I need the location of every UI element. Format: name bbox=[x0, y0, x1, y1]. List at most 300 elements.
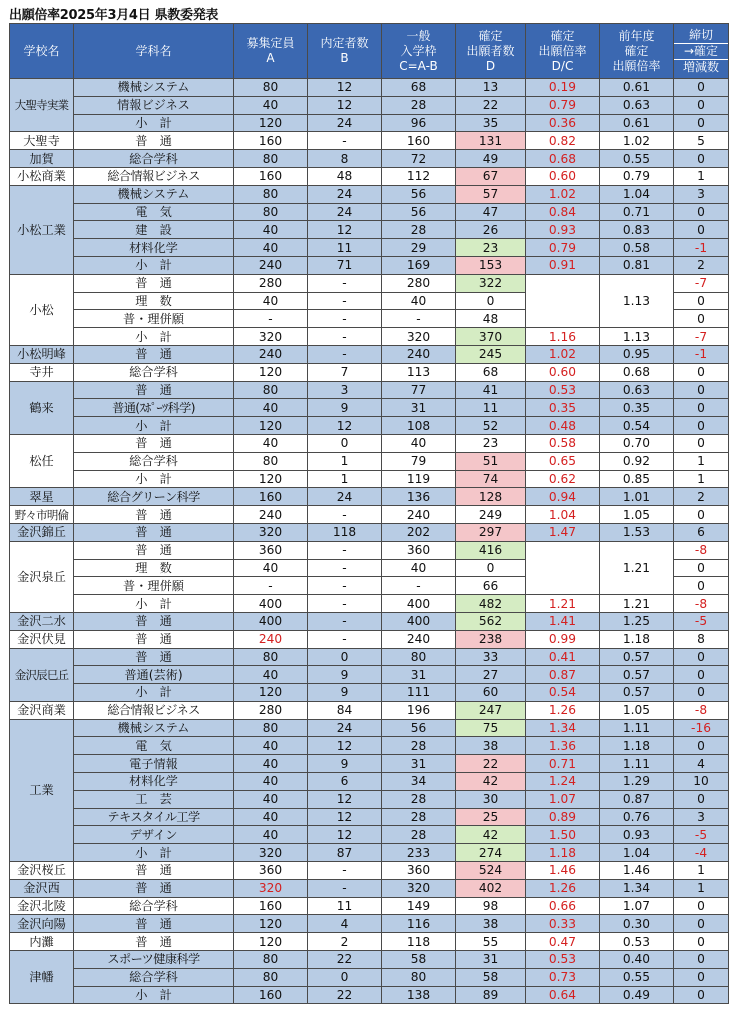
general-quota-cell: 56 bbox=[382, 185, 456, 203]
general-quota-cell: 360 bbox=[382, 541, 456, 559]
previous-ratio-cell: 1.05 bbox=[600, 506, 674, 524]
applicants-cell: 60 bbox=[456, 684, 526, 702]
general-quota-cell: 80 bbox=[382, 648, 456, 666]
ratio-cell: 0.65 bbox=[526, 452, 600, 470]
ratio-cell: 1.26 bbox=[526, 879, 600, 897]
applicants-cell: 67 bbox=[456, 167, 526, 185]
applicants-cell: 57 bbox=[456, 185, 526, 203]
department-cell: 機械システム bbox=[74, 719, 234, 737]
applicants-cell: 22 bbox=[456, 755, 526, 773]
capacity-cell: 80 bbox=[234, 381, 308, 399]
capacity-cell: 120 bbox=[234, 684, 308, 702]
header-previous-ratio: 前年度 確定 出願倍率 bbox=[600, 24, 674, 79]
department-cell: 普 通 bbox=[74, 274, 234, 292]
department-cell: 普 通 bbox=[74, 523, 234, 541]
general-quota-cell: 72 bbox=[382, 150, 456, 168]
admitted-cell: 71 bbox=[308, 256, 382, 274]
school-name-cell: 大聖寺実業 bbox=[10, 79, 74, 132]
ratio-cell: 1.26 bbox=[526, 701, 600, 719]
header-school: 学校名 bbox=[10, 24, 74, 79]
table-row bbox=[10, 986, 729, 1004]
change-cell: 0 bbox=[674, 310, 729, 328]
admitted-cell: 9 bbox=[308, 666, 382, 684]
department-cell: 建 設 bbox=[74, 221, 234, 239]
department-cell: 情報ビジネス bbox=[74, 96, 234, 114]
department-cell: 普 通 bbox=[74, 879, 234, 897]
previous-ratio-cell: 1.13 bbox=[600, 328, 674, 346]
header-ratio: 確定 出願倍率 D/C bbox=[526, 24, 600, 79]
applicants-cell: 128 bbox=[456, 488, 526, 506]
general-quota-cell: - bbox=[382, 577, 456, 595]
capacity-cell: 360 bbox=[234, 541, 308, 559]
general-quota-cell: 320 bbox=[382, 328, 456, 346]
change-cell: 0 bbox=[674, 221, 729, 239]
table-row bbox=[10, 470, 729, 488]
applicants-cell: 33 bbox=[456, 648, 526, 666]
general-quota-cell: 77 bbox=[382, 381, 456, 399]
ratio-cell: 0.53 bbox=[526, 381, 600, 399]
general-quota-cell: 202 bbox=[382, 523, 456, 541]
admitted-cell: - bbox=[308, 612, 382, 630]
change-cell: -5 bbox=[674, 612, 729, 630]
change-cell: 1 bbox=[674, 452, 729, 470]
applicants-cell: 23 bbox=[456, 434, 526, 452]
ratio-cell: 0.64 bbox=[526, 986, 600, 1004]
general-quota-cell: 320 bbox=[382, 879, 456, 897]
department-cell: 普 通 bbox=[74, 630, 234, 648]
department-cell: 総合学科 bbox=[74, 452, 234, 470]
previous-ratio-cell: 0.83 bbox=[600, 221, 674, 239]
applicants-cell: 245 bbox=[456, 345, 526, 363]
capacity-cell: 80 bbox=[234, 79, 308, 97]
capacity-cell: 320 bbox=[234, 844, 308, 862]
table-row bbox=[10, 933, 729, 951]
admitted-cell: 12 bbox=[308, 417, 382, 435]
previous-ratio-cell: 1.13 bbox=[600, 274, 674, 327]
general-quota-cell: 149 bbox=[382, 897, 456, 915]
admitted-cell: 12 bbox=[308, 737, 382, 755]
change-cell: 0 bbox=[674, 790, 729, 808]
general-quota-cell: 96 bbox=[382, 114, 456, 132]
capacity-cell: 80 bbox=[234, 951, 308, 969]
applicants-cell: 562 bbox=[456, 612, 526, 630]
department-cell: 普 通 bbox=[74, 345, 234, 363]
department-cell: 普 通 bbox=[74, 915, 234, 933]
table-row bbox=[10, 790, 729, 808]
department-cell: 普通(ｽﾎﾟｰﾂ科学) bbox=[74, 399, 234, 417]
admitted-cell: 12 bbox=[308, 96, 382, 114]
school-name-cell: 内灘 bbox=[10, 933, 74, 951]
capacity-cell: 280 bbox=[234, 274, 308, 292]
applicants-cell: 11 bbox=[456, 399, 526, 417]
table-row bbox=[10, 826, 729, 844]
school-name-cell: 松任 bbox=[10, 434, 74, 487]
admitted-cell: - bbox=[308, 328, 382, 346]
applicants-cell: 58 bbox=[456, 968, 526, 986]
table-row bbox=[10, 879, 729, 897]
ratio-cell: 0.68 bbox=[526, 150, 600, 168]
applicants-cell: 42 bbox=[456, 826, 526, 844]
general-quota-cell: 79 bbox=[382, 452, 456, 470]
table-row bbox=[10, 523, 729, 541]
capacity-cell: 360 bbox=[234, 862, 308, 880]
change-cell: 4 bbox=[674, 755, 729, 773]
table-row bbox=[10, 185, 729, 203]
capacity-cell: - bbox=[234, 577, 308, 595]
general-quota-cell: 233 bbox=[382, 844, 456, 862]
change-cell: -7 bbox=[674, 328, 729, 346]
applicants-cell: 249 bbox=[456, 506, 526, 524]
general-quota-cell: 31 bbox=[382, 399, 456, 417]
general-quota-cell: 34 bbox=[382, 773, 456, 791]
admitted-cell: 0 bbox=[308, 968, 382, 986]
capacity-cell: 40 bbox=[234, 292, 308, 310]
school-name-cell: 金沢西 bbox=[10, 879, 74, 897]
school-name-cell: 翠星 bbox=[10, 488, 74, 506]
applicants-cell: 26 bbox=[456, 221, 526, 239]
general-quota-cell: 108 bbox=[382, 417, 456, 435]
department-cell: 小 計 bbox=[74, 256, 234, 274]
previous-ratio-cell: 1.53 bbox=[600, 523, 674, 541]
general-quota-cell: 58 bbox=[382, 951, 456, 969]
applicants-cell: 66 bbox=[456, 577, 526, 595]
admitted-cell: 48 bbox=[308, 167, 382, 185]
change-cell: 2 bbox=[674, 256, 729, 274]
ratio-cell: 0.35 bbox=[526, 399, 600, 417]
general-quota-cell: 29 bbox=[382, 239, 456, 257]
table-row bbox=[10, 737, 729, 755]
capacity-cell: 120 bbox=[234, 114, 308, 132]
table-row bbox=[10, 595, 729, 613]
previous-ratio-cell: 0.85 bbox=[600, 470, 674, 488]
applicants-cell: 74 bbox=[456, 470, 526, 488]
applicants-cell: 247 bbox=[456, 701, 526, 719]
capacity-cell: 240 bbox=[234, 630, 308, 648]
admitted-cell: 4 bbox=[308, 915, 382, 933]
capacity-cell: 40 bbox=[234, 826, 308, 844]
previous-ratio-cell: 0.54 bbox=[600, 417, 674, 435]
table-row bbox=[10, 808, 729, 826]
table-row bbox=[10, 701, 729, 719]
applicants-cell: 47 bbox=[456, 203, 526, 221]
capacity-cell: 40 bbox=[234, 808, 308, 826]
previous-ratio-cell: 1.07 bbox=[600, 897, 674, 915]
previous-ratio-cell: 1.18 bbox=[600, 630, 674, 648]
admitted-cell: 12 bbox=[308, 221, 382, 239]
general-quota-cell: 111 bbox=[382, 684, 456, 702]
ratio-cell: 1.46 bbox=[526, 862, 600, 880]
applicants-cell: 49 bbox=[456, 150, 526, 168]
table-row bbox=[10, 648, 729, 666]
applicants-cell: 153 bbox=[456, 256, 526, 274]
capacity-cell: 280 bbox=[234, 701, 308, 719]
department-cell: デザイン bbox=[74, 826, 234, 844]
table-row bbox=[10, 328, 729, 346]
department-cell: 小 計 bbox=[74, 844, 234, 862]
change-cell: -1 bbox=[674, 239, 729, 257]
change-cell: -7 bbox=[674, 274, 729, 292]
general-quota-cell: 68 bbox=[382, 79, 456, 97]
capacity-cell: 400 bbox=[234, 595, 308, 613]
table-row bbox=[10, 399, 729, 417]
change-cell: 0 bbox=[674, 915, 729, 933]
table-row bbox=[10, 345, 729, 363]
general-quota-cell: 31 bbox=[382, 666, 456, 684]
ratio-cell: 0.19 bbox=[526, 79, 600, 97]
admitted-cell: 11 bbox=[308, 897, 382, 915]
table-body bbox=[10, 79, 729, 1004]
school-name-cell: 金沢泉丘 bbox=[10, 541, 74, 612]
previous-ratio-cell: 1.25 bbox=[600, 612, 674, 630]
header-change: 締切 →確定 増減数 bbox=[674, 24, 729, 79]
previous-ratio-cell: 0.63 bbox=[600, 381, 674, 399]
school-name-cell: 金沢北陵 bbox=[10, 897, 74, 915]
table-row bbox=[10, 684, 729, 702]
general-quota-cell: 28 bbox=[382, 790, 456, 808]
department-cell: テキスタイル工学 bbox=[74, 808, 234, 826]
general-quota-cell: 28 bbox=[382, 96, 456, 114]
table-row bbox=[10, 541, 729, 559]
change-cell: 0 bbox=[674, 986, 729, 1004]
general-quota-cell: 112 bbox=[382, 167, 456, 185]
admitted-cell: 22 bbox=[308, 986, 382, 1004]
table-row bbox=[10, 506, 729, 524]
previous-ratio-cell: 0.79 bbox=[600, 167, 674, 185]
department-cell: 普 通 bbox=[74, 862, 234, 880]
department-cell: 総合情報ビジネス bbox=[74, 167, 234, 185]
ratio-cell: 0.73 bbox=[526, 968, 600, 986]
capacity-cell: 160 bbox=[234, 986, 308, 1004]
change-cell: 3 bbox=[674, 185, 729, 203]
applicants-cell: 38 bbox=[456, 737, 526, 755]
admitted-cell: 24 bbox=[308, 185, 382, 203]
table-row bbox=[10, 612, 729, 630]
applicants-cell: 131 bbox=[456, 132, 526, 150]
previous-ratio-cell: 1.11 bbox=[600, 755, 674, 773]
admitted-cell: 24 bbox=[308, 203, 382, 221]
header-department: 学科名 bbox=[74, 24, 234, 79]
general-quota-cell: 28 bbox=[382, 737, 456, 755]
admitted-cell: 84 bbox=[308, 701, 382, 719]
change-cell: -8 bbox=[674, 541, 729, 559]
previous-ratio-cell: 0.93 bbox=[600, 826, 674, 844]
table-row bbox=[10, 488, 729, 506]
change-cell: -8 bbox=[674, 595, 729, 613]
ratio-cell: 1.36 bbox=[526, 737, 600, 755]
change-cell: 0 bbox=[674, 951, 729, 969]
applicants-cell: 370 bbox=[456, 328, 526, 346]
ratio-cell: 0.84 bbox=[526, 203, 600, 221]
admitted-cell: - bbox=[308, 577, 382, 595]
admitted-cell: 24 bbox=[308, 488, 382, 506]
table-row bbox=[10, 951, 729, 969]
capacity-cell: 160 bbox=[234, 132, 308, 150]
department-cell: 総合学科 bbox=[74, 363, 234, 381]
previous-ratio-cell: 0.55 bbox=[600, 150, 674, 168]
previous-ratio-cell: 0.71 bbox=[600, 203, 674, 221]
general-quota-cell: 240 bbox=[382, 506, 456, 524]
capacity-cell: 40 bbox=[234, 559, 308, 577]
previous-ratio-cell: 0.57 bbox=[600, 666, 674, 684]
previous-ratio-cell: 0.81 bbox=[600, 256, 674, 274]
table-row bbox=[10, 203, 729, 221]
change-cell: 3 bbox=[674, 808, 729, 826]
department-cell: 小 計 bbox=[74, 114, 234, 132]
change-cell: 0 bbox=[674, 203, 729, 221]
capacity-cell: 80 bbox=[234, 968, 308, 986]
table-row bbox=[10, 452, 729, 470]
capacity-cell: 40 bbox=[234, 737, 308, 755]
general-quota-cell: 80 bbox=[382, 968, 456, 986]
change-cell: 0 bbox=[674, 737, 729, 755]
previous-ratio-cell: 1.21 bbox=[600, 541, 674, 594]
department-cell: 理 数 bbox=[74, 559, 234, 577]
ratio-cell: 0.94 bbox=[526, 488, 600, 506]
capacity-cell: 40 bbox=[234, 790, 308, 808]
previous-ratio-cell: 0.57 bbox=[600, 684, 674, 702]
ratio-cell: 1.47 bbox=[526, 523, 600, 541]
applicants-cell: 0 bbox=[456, 559, 526, 577]
admitted-cell: - bbox=[308, 132, 382, 150]
department-cell: 総合学科 bbox=[74, 150, 234, 168]
applicants-cell: 482 bbox=[456, 595, 526, 613]
previous-ratio-cell: 1.18 bbox=[600, 737, 674, 755]
admitted-cell: - bbox=[308, 310, 382, 328]
department-cell: 普 通 bbox=[74, 612, 234, 630]
school-name-cell: 小松 bbox=[10, 274, 74, 345]
previous-ratio-cell: 1.02 bbox=[600, 132, 674, 150]
capacity-cell: 40 bbox=[234, 666, 308, 684]
school-name-cell: 鶴来 bbox=[10, 381, 74, 434]
ratio-cell: 0.53 bbox=[526, 951, 600, 969]
previous-ratio-cell: 1.46 bbox=[600, 862, 674, 880]
table-row bbox=[10, 417, 729, 435]
school-name-cell: 小松商業 bbox=[10, 167, 74, 185]
general-quota-cell: 56 bbox=[382, 719, 456, 737]
header-admitted: 内定者数 B bbox=[308, 24, 382, 79]
school-name-cell: 工業 bbox=[10, 719, 74, 861]
change-cell: 2 bbox=[674, 488, 729, 506]
previous-ratio-cell: 0.95 bbox=[600, 345, 674, 363]
general-quota-cell: 280 bbox=[382, 274, 456, 292]
ratio-cell: 0.82 bbox=[526, 132, 600, 150]
ratio-cell: 0.91 bbox=[526, 256, 600, 274]
previous-ratio-cell: 0.92 bbox=[600, 452, 674, 470]
general-quota-cell: 113 bbox=[382, 363, 456, 381]
ratio-cell: 0.33 bbox=[526, 915, 600, 933]
table-row bbox=[10, 132, 729, 150]
applicants-cell: 31 bbox=[456, 951, 526, 969]
general-quota-cell: 28 bbox=[382, 808, 456, 826]
applicants-cell: 524 bbox=[456, 862, 526, 880]
school-name-cell: 野々市明倫 bbox=[10, 506, 74, 524]
ratio-cell: 0.48 bbox=[526, 417, 600, 435]
capacity-cell: 320 bbox=[234, 328, 308, 346]
capacity-cell: 160 bbox=[234, 167, 308, 185]
capacity-cell: 240 bbox=[234, 506, 308, 524]
change-cell: 0 bbox=[674, 434, 729, 452]
previous-ratio-cell: 0.76 bbox=[600, 808, 674, 826]
previous-ratio-cell: 0.63 bbox=[600, 96, 674, 114]
ratio-cell: 0.41 bbox=[526, 648, 600, 666]
table-row bbox=[10, 274, 729, 292]
admitted-cell: 3 bbox=[308, 381, 382, 399]
admitted-cell: - bbox=[308, 345, 382, 363]
school-name-cell: 金沢錦丘 bbox=[10, 523, 74, 541]
admitted-cell: 0 bbox=[308, 648, 382, 666]
change-cell: 0 bbox=[674, 114, 729, 132]
previous-ratio-cell: 1.04 bbox=[600, 185, 674, 203]
capacity-cell: 160 bbox=[234, 897, 308, 915]
school-name-cell: 金沢二水 bbox=[10, 612, 74, 630]
change-cell: 0 bbox=[674, 79, 729, 97]
general-quota-cell: 119 bbox=[382, 470, 456, 488]
ratio-cell: 0.79 bbox=[526, 239, 600, 257]
change-cell: 0 bbox=[674, 150, 729, 168]
admitted-cell: 9 bbox=[308, 399, 382, 417]
admitted-cell: 12 bbox=[308, 79, 382, 97]
department-cell: 普 通 bbox=[74, 506, 234, 524]
application-ratio-table bbox=[9, 23, 729, 1004]
change-cell: 0 bbox=[674, 968, 729, 986]
ratio-cell: 1.21 bbox=[526, 595, 600, 613]
change-cell: 0 bbox=[674, 933, 729, 951]
applicants-cell: 89 bbox=[456, 986, 526, 1004]
change-cell: 0 bbox=[674, 292, 729, 310]
ratio-cell: 0.79 bbox=[526, 96, 600, 114]
change-cell: 0 bbox=[674, 897, 729, 915]
ratio-cell: 0.60 bbox=[526, 167, 600, 185]
table-row bbox=[10, 150, 729, 168]
applicants-cell: 55 bbox=[456, 933, 526, 951]
change-cell: -8 bbox=[674, 701, 729, 719]
change-cell: -4 bbox=[674, 844, 729, 862]
admitted-cell: - bbox=[308, 559, 382, 577]
ratio-cell: 1.24 bbox=[526, 773, 600, 791]
header-capacity: 募集定員 A bbox=[234, 24, 308, 79]
department-cell: 小 計 bbox=[74, 986, 234, 1004]
general-quota-cell: 56 bbox=[382, 203, 456, 221]
change-cell: 1 bbox=[674, 470, 729, 488]
admitted-cell: 24 bbox=[308, 114, 382, 132]
capacity-cell: 40 bbox=[234, 399, 308, 417]
department-cell: 総合学科 bbox=[74, 897, 234, 915]
capacity-cell: 80 bbox=[234, 203, 308, 221]
department-cell: 電 気 bbox=[74, 203, 234, 221]
admitted-cell: - bbox=[308, 506, 382, 524]
general-quota-cell: 40 bbox=[382, 559, 456, 577]
department-cell: 総合グリーン科学 bbox=[74, 488, 234, 506]
general-quota-cell: 28 bbox=[382, 221, 456, 239]
applicants-cell: 0 bbox=[456, 292, 526, 310]
applicants-cell: 48 bbox=[456, 310, 526, 328]
department-cell: 機械システム bbox=[74, 79, 234, 97]
admitted-cell: 8 bbox=[308, 150, 382, 168]
ratio-cell: 0.58 bbox=[526, 434, 600, 452]
applicants-cell: 416 bbox=[456, 541, 526, 559]
capacity-cell: 320 bbox=[234, 523, 308, 541]
ratio-cell bbox=[526, 274, 600, 327]
previous-ratio-cell: 0.68 bbox=[600, 363, 674, 381]
department-cell: 小 計 bbox=[74, 417, 234, 435]
previous-ratio-cell: 1.04 bbox=[600, 844, 674, 862]
general-quota-cell: 136 bbox=[382, 488, 456, 506]
capacity-cell: 320 bbox=[234, 879, 308, 897]
school-name-cell: 金沢桜丘 bbox=[10, 862, 74, 880]
capacity-cell: 120 bbox=[234, 363, 308, 381]
previous-ratio-cell: 0.35 bbox=[600, 399, 674, 417]
admitted-cell: 12 bbox=[308, 808, 382, 826]
